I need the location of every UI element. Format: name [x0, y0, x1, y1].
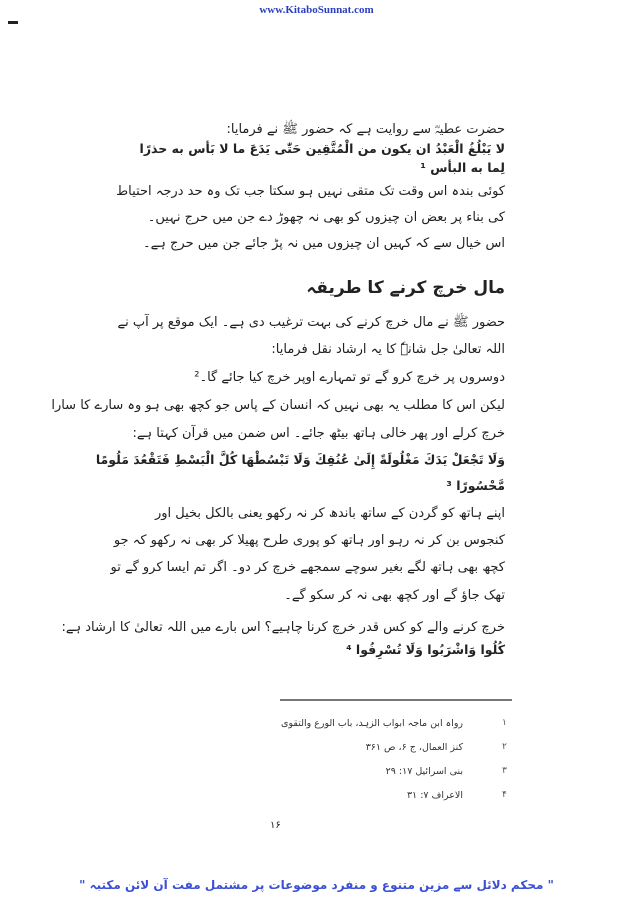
footnote-text: الاعراف ۷: ۳۱	[406, 790, 463, 801]
body-line: کوئی بندہ اس وقت تک متقی نہیں ہو سکتا جب تک وہ حد درجہ احتیاط	[116, 184, 505, 199]
section-heading: مال خرچ کرنے کا طریقہ	[306, 278, 505, 298]
arabic-line: مَّحْسُورًا ³	[446, 478, 505, 493]
arabic-line: وَلَا تَجْعَلْ يَدَكَ مَغْلُولَةً إِلَىٰ عُنُقِكَ وَلَا تَبْسُطْهَا كُلَّ الْبَسْطِ فَتَقْعُدَ مَلُومًا	[95, 452, 505, 467]
header-url[interactable]: www.KitaboSunnat.com	[259, 4, 374, 16]
footnote-number: ۳	[502, 766, 507, 776]
body-line: کی بناء پر بعض ان چیزوں کو بھی نہ چھوڑ دے جن میں حرج نہیں۔	[147, 210, 505, 225]
arabic-line: كُلُوا وَاشْرَبُوا وَلَا تُسْرِفُوا ⁴	[346, 642, 505, 657]
body-line: خرچ کرنے والے کو کس قدر خرچ کرنا چاہیے؟ اس بارے میں اللہ تعالیٰ کا ارشاد ہے:	[61, 620, 505, 635]
body-line: تھک جاؤ گے اور کچھ بھی نہ کر سکو گے۔	[284, 588, 505, 603]
footnote-text: رواہ ابن ماجہ ابواب الزہد، باب الورع والتقوی	[281, 718, 463, 729]
footnote-number: ۴	[502, 790, 507, 800]
body-line: اس خیال سے کہ کہیں ان چیزوں میں نہ پڑ جائے جن میں حرج ہے۔	[143, 236, 505, 251]
arabic-line: لِما به البأس ¹	[420, 160, 505, 175]
footnote-divider	[280, 699, 512, 701]
body-line: حضرت عطیہؓ سے روایت ہے کہ حضور ﷺ نے فرمایا:	[226, 122, 505, 137]
body-line: لیکن اس کا مطلب یہ بھی نہیں کہ انسان کے پاس جو کچھ بھی ہو وہ سارے کا سارا	[51, 398, 505, 413]
footnote-number: ۲	[502, 742, 507, 752]
footnote-text: بنی اسرائیل ۱۷: ۲۹	[385, 766, 463, 777]
body-line: کچھ بھی ہاتھ لگے بغیر سوچے سمجھے خرچ کر دو۔ اگر تم ایسا کرو گے تو	[110, 560, 505, 575]
body-line: دوسروں پر خرچ کرو گے تو تمہارے اوپر خرچ کیا جائے گا۔²	[194, 370, 505, 385]
body-line: خرچ کرلے اور پھر خالی ہاتھ بیٹھ جائے۔ اس ضمن میں قرآن کہتا ہے:	[132, 426, 505, 441]
body-line: حضور ﷺ نے مال خرچ کرنے کی بہت ترغیب دی ہے۔ ایک موقع پر آپ نے	[117, 315, 505, 330]
arabic-line: لا يَبْلُغُ الْعَبْدُ ان يكون من الْمُتَّقِين حَتّٰى يَدَعَ ما لا بَأس به حذرًا	[139, 141, 505, 156]
footnote-text: کنز العمال، ج ۶، ص ۳۶۱	[365, 742, 463, 753]
footer-tagline: " محکم دلائل سے مزین متنوع و منفرد موضوعات پر مشتمل مفت آن لائن مکتبہ "	[79, 878, 554, 892]
page-number: ۱۶	[270, 820, 281, 831]
scan-mark	[8, 21, 18, 24]
body-line: اللہ تعالیٰ جل شانہٗ کا یہ ارشاد نقل فرمایا:	[271, 342, 505, 357]
footnote-number: ۱	[502, 718, 507, 728]
body-line: اپنے ہاتھ کو گردن کے ساتھ باندھ کر نہ رکھو یعنی بالکل بخیل اور	[154, 506, 505, 521]
body-line: کنجوس بن کر نہ رہو اور ہاتھ کو پوری طرح پھیلا کر بھی نہ رکھو کہ جو	[113, 533, 505, 548]
